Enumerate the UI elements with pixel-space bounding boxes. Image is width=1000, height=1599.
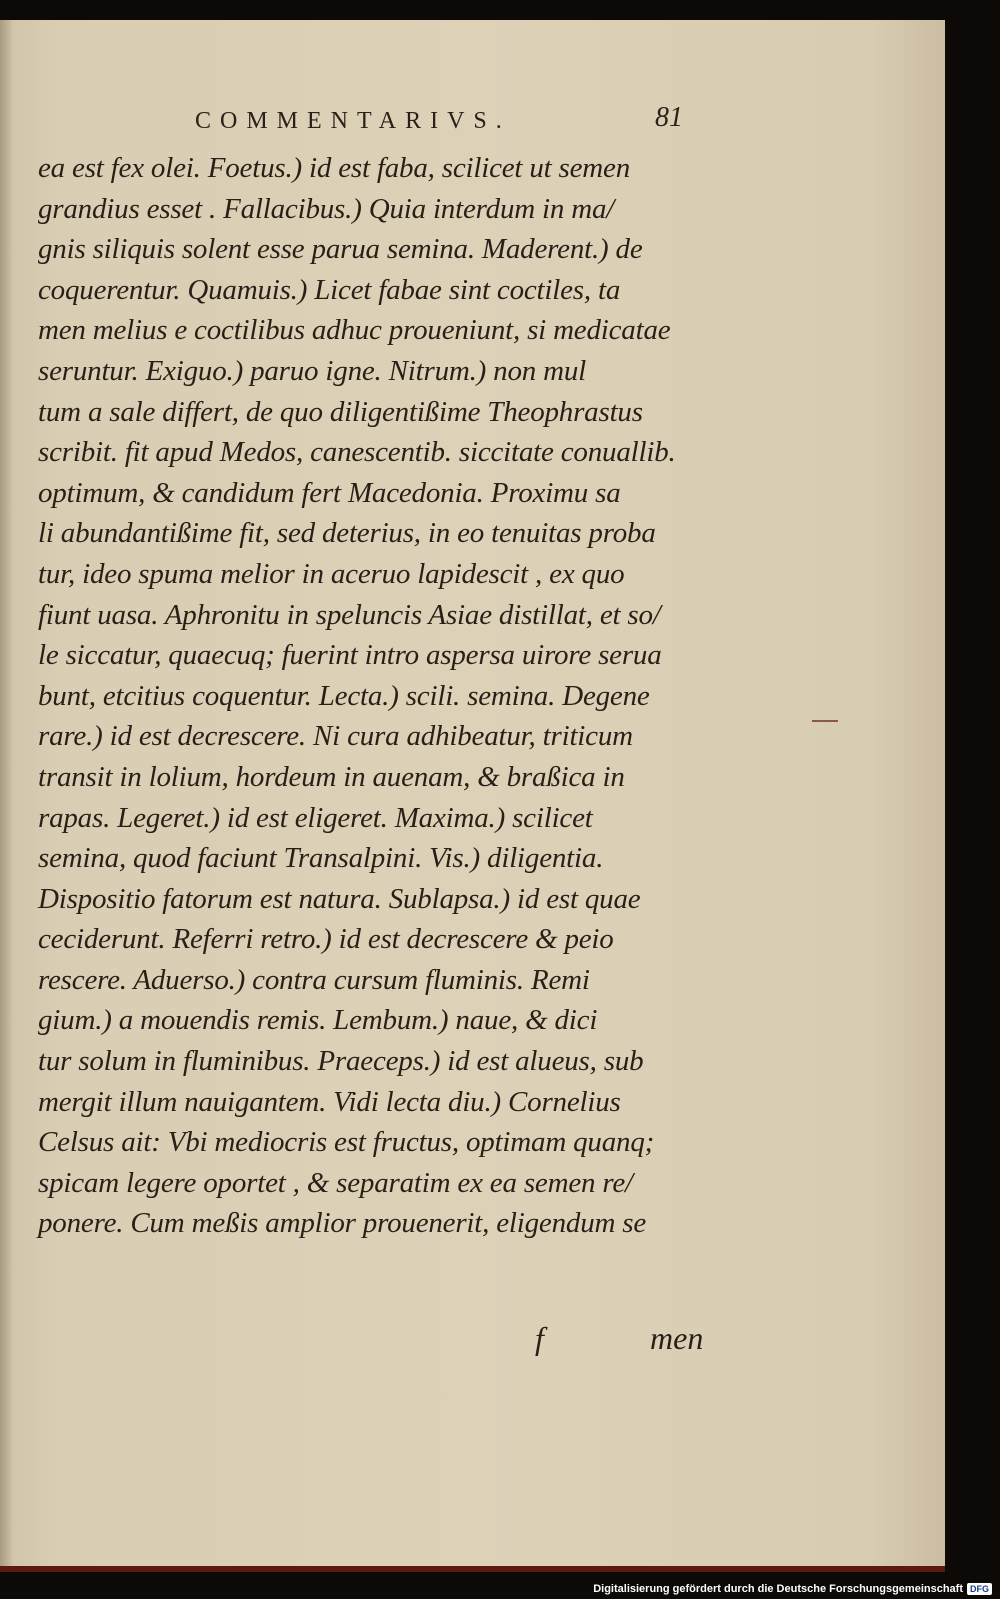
text-line: tur, ideo spuma melior in aceruo lapidescit , ex quo	[38, 557, 625, 590]
commentary-text	[38, 148, 718, 1244]
running-header	[195, 102, 715, 135]
catchword: men	[650, 1320, 704, 1356]
text-line: li abundantißime fit, sed deterius, in eo tenuitas proba	[38, 517, 656, 550]
text-line: rare.) id est decrescere. Ni cura adhibeatur, triticum	[38, 720, 633, 753]
text-line: transit in lolium, hordeum in auenam, & braßica in	[38, 760, 625, 793]
text-line: rapas. Legeret.) id est eligeret. Maxima.) scilicet	[38, 801, 593, 834]
margin-mark	[812, 720, 838, 722]
text-line: ceciderunt. Referri retro.) id est decrescere & peio	[38, 923, 614, 956]
text-line: ponere. Cum meßis amplior prouenerit, eligendum se	[38, 1207, 647, 1240]
text-line: ea est fex olei. Foetus.) id est faba, scilicet ut semen	[38, 152, 630, 184]
credit-text: Digitalisierung gefördert durch die Deutsche Forschungsgemeinschaft	[593, 1583, 963, 1595]
text-line: semina, quod faciunt Transalpini. Vis.) diligentia.	[38, 842, 604, 875]
text-line: rescere. Aduerso.) contra cursum fluminis. Remi	[38, 963, 590, 996]
folio-number: 81	[655, 102, 683, 133]
text-line: le siccatur, quaecuq; fuerint intro aspersa uirore serua	[38, 639, 662, 672]
text-line: men melius e coctilibus adhuc proueniunt, si medicatae	[38, 314, 671, 347]
text-line: mergit illum nauigantem. Vidi lecta diu.) Cornelius	[38, 1085, 621, 1118]
text-line: gium.) a mouendis remis. Lembum.) naue, & dici	[38, 1004, 598, 1037]
text-line: Celsus ait: Vbi mediocris est fructus, optimam quanq;	[38, 1126, 655, 1159]
dfg-logo-icon: DFG	[967, 1583, 992, 1595]
text-line: optimum, & candidum fert Macedonia. Proximu sa	[38, 476, 621, 509]
text-line: spicam legere oportet , & separatim ex ea semen re/	[38, 1166, 633, 1199]
text-line: fiunt uasa. Aphronitu in speluncis Asiae distillat, et so/	[38, 598, 661, 631]
digitization-credit	[593, 1583, 992, 1595]
text-line: coquerentur. Quamuis.) Licet fabae sint coctiles, ta	[38, 273, 621, 306]
signature-mark: f	[535, 1320, 544, 1356]
text-line: Dispositio fatorum est natura. Sublapsa.) id est quae	[38, 882, 641, 915]
text-line: seruntur. Exiguo.) paruo igne. Nitrum.) non mul	[38, 354, 587, 387]
text-line: bunt, etcitius coquentur. Lecta.) scili. semina. Degene	[38, 679, 650, 712]
text-line: tum a sale differt, de quo diligentißime Theophrastus	[38, 395, 643, 428]
running-title: COMMENTARIVS.	[195, 108, 511, 134]
text-line: scribit. fit apud Medos, canescentib. siccitate conuallib.	[38, 436, 676, 469]
text-line: tur solum in fluminibus. Praeceps.) id est alueus, sub	[38, 1045, 644, 1078]
text-line: gnis siliquis solent esse parua semina. Maderent.) de	[38, 233, 643, 266]
book-page	[0, 20, 945, 1572]
text-line: grandius esset . Fallacibus.) Quia interdum in ma/	[38, 192, 615, 225]
